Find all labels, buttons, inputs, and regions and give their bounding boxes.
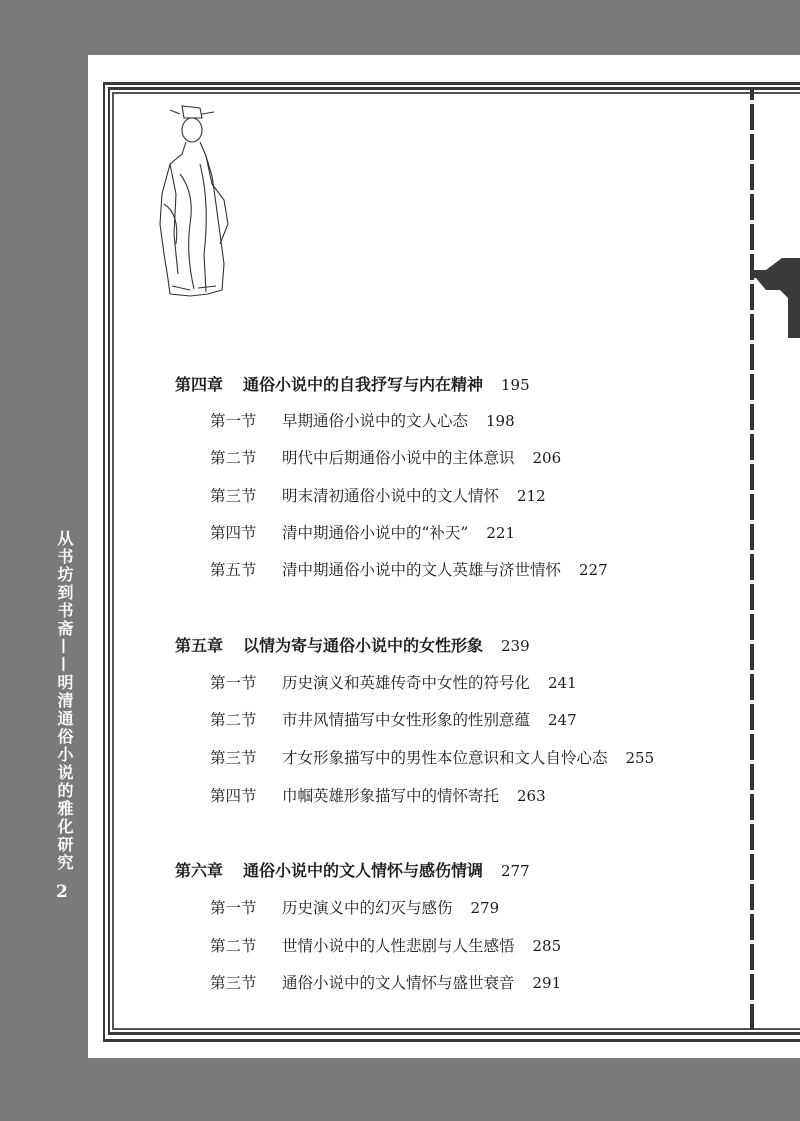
- section-entry: [210, 521, 515, 543]
- chapter-label: 第五章: [175, 636, 224, 655]
- section-entry: [210, 671, 577, 693]
- section-title: 历史演义和英雄传奇中女性的符号化: [282, 674, 531, 692]
- section-label: 第一节: [210, 412, 257, 430]
- section-label: 第二节: [210, 937, 257, 955]
- section-label: 第三节: [210, 487, 257, 505]
- section-label: 第四节: [210, 787, 257, 805]
- section-title: 清中期通俗小说中的文人英雄与济世情怀: [282, 561, 562, 579]
- section-label: 第四节: [210, 524, 257, 542]
- section-title: 市井风情描写中女性形象的性别意蕴: [282, 711, 531, 729]
- section-title: 才女形象描写中的男性本位意识和文人自怜心态: [282, 749, 608, 767]
- section-entry: [210, 746, 654, 768]
- section-page: 279: [470, 899, 500, 917]
- page-number: 2: [56, 882, 68, 902]
- section-title: 通俗小说中的文人情怀与盛世衰音: [282, 974, 515, 992]
- section-page: 206: [532, 449, 562, 467]
- section-title: 明代中后期通俗小说中的主体意识: [282, 449, 515, 467]
- section-title: 清中期通俗小说中的“补天”: [282, 524, 469, 542]
- section-entry: [210, 558, 608, 580]
- section-entry: [210, 484, 546, 506]
- spine-title: 从书坊到书斋——明清通俗小说的雅化研究: [55, 530, 74, 872]
- section-title: 巾帼英雄形象描写中的情怀寄托: [282, 787, 500, 805]
- section-page: 291: [532, 974, 562, 992]
- section-label: 第一节: [210, 674, 257, 692]
- chapter-label: 第四章: [175, 375, 224, 394]
- section-label: 第二节: [210, 449, 257, 467]
- chapter-label: 第六章: [175, 861, 224, 880]
- section-title: 世情小说中的人性悲剧与人生感悟: [282, 937, 515, 955]
- section-label: 第二节: [210, 711, 257, 729]
- section-entry: [210, 446, 561, 468]
- section-entry: [210, 784, 546, 806]
- chapter-page: 277: [501, 862, 530, 880]
- chapter-title: 以情为寄与通俗小说中的女性形象: [243, 636, 484, 655]
- chapter-title: 通俗小说中的自我抒写与内在精神: [243, 375, 484, 394]
- section-title: 早期通俗小说中的文人心态: [282, 412, 469, 430]
- section-title: 明末清初通俗小说中的文人情怀: [282, 487, 500, 505]
- section-title: 历史演义中的幻灭与感伤: [282, 899, 453, 917]
- chapter-entry: [175, 372, 530, 395]
- chapter-page: 239: [501, 637, 530, 655]
- section-entry: [210, 708, 577, 730]
- section-label: 第三节: [210, 974, 257, 992]
- section-entry: [210, 934, 561, 956]
- section-page: 241: [548, 674, 577, 692]
- section-page: 221: [486, 524, 515, 542]
- section-label: 第三节: [210, 749, 257, 767]
- section-page: 285: [532, 937, 562, 955]
- section-label: 第一节: [210, 899, 257, 917]
- section-page: 227: [579, 561, 608, 579]
- section-entry: [210, 409, 515, 431]
- chapter-title: 通俗小说中的文人情怀与感伤情调: [243, 861, 484, 880]
- section-page: 247: [548, 711, 577, 729]
- chapter-entry: [175, 858, 530, 881]
- chapter-entry: [175, 633, 530, 656]
- chapter-page: 195: [501, 376, 530, 394]
- section-entry: [210, 896, 499, 918]
- section-page: 263: [517, 787, 546, 805]
- section-label: 第五节: [210, 561, 257, 579]
- section-page: 212: [517, 487, 546, 505]
- section-entry: [210, 971, 561, 993]
- section-page: 198: [486, 412, 515, 430]
- section-page: 255: [625, 749, 655, 767]
